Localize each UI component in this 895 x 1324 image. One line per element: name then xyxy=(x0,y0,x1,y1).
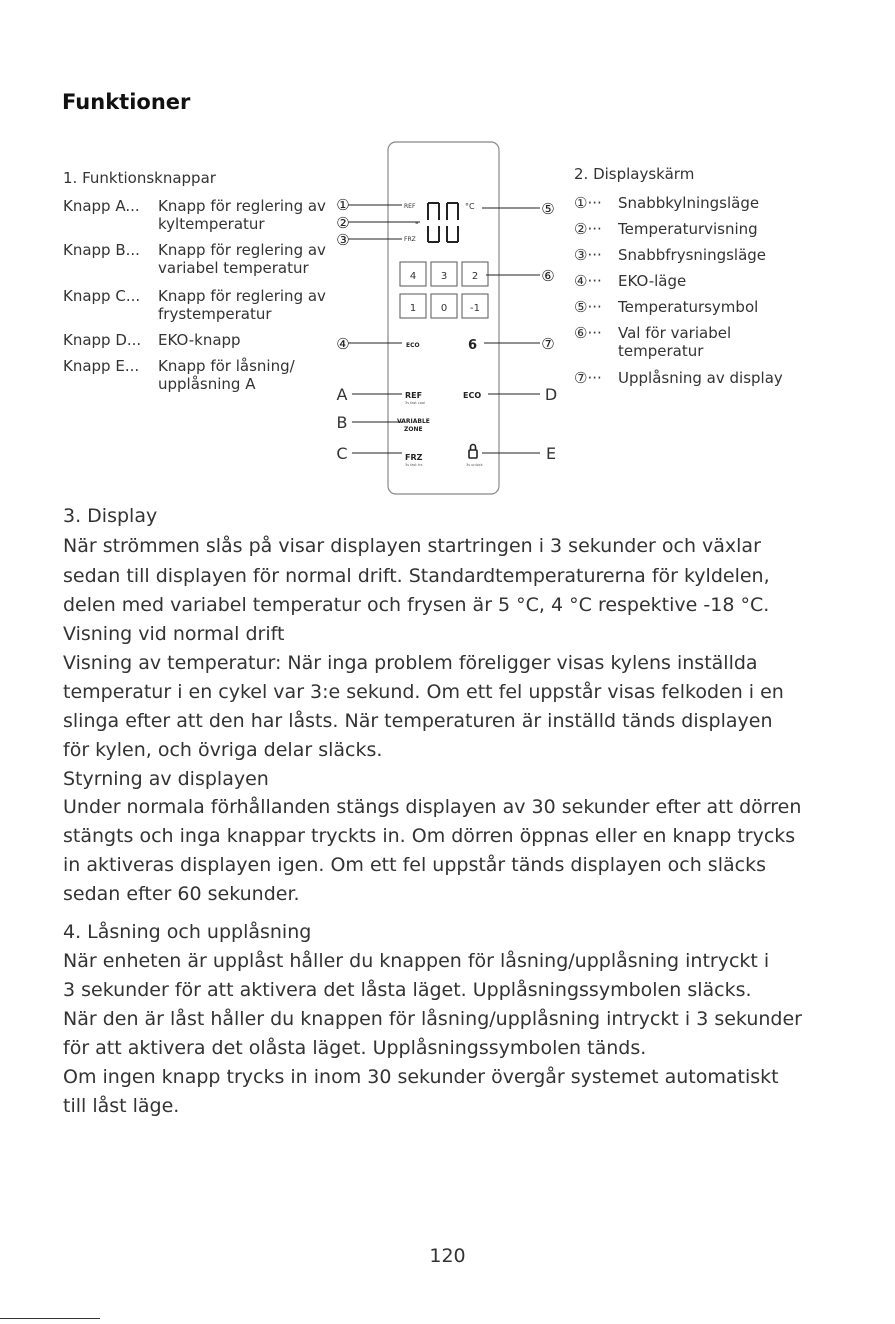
section4-line-2: 3 sekunder för att aktivera det låsta läget. Upplåsningssymbolen släcks. xyxy=(63,979,752,1001)
legend-5-text: Temperatursymbol xyxy=(618,298,759,316)
minus-sign-icon: - xyxy=(415,218,419,229)
section4-line-5: Om ingen knapp trycks in inom 30 sekunder övergår systemet automatiskt xyxy=(63,1066,779,1088)
callout-1: ① xyxy=(336,196,350,214)
page-number: 120 xyxy=(429,1245,466,1267)
section2-title: 2. Displayskärm xyxy=(574,165,695,183)
section3-line-7: slinga efter att den har låsts. När temperaturen är inställd tänds displayen xyxy=(63,710,773,732)
legend-6-num: ⑥··· xyxy=(574,324,602,342)
legend-5-num: ⑤··· xyxy=(574,298,602,316)
ref-button[interactable]: REF xyxy=(405,391,423,400)
variable-label-2: 2 xyxy=(471,271,479,282)
letter-d: D xyxy=(544,385,558,404)
letter-e: E xyxy=(545,444,557,463)
section4-line-4: för att aktivera det olåsta läget. Upplåsningssymbolen tänds. xyxy=(63,1037,647,1059)
section4-heading: 4. Låsning och upplåsning xyxy=(63,921,312,943)
variable-zone-button-line2[interactable]: ZONE xyxy=(404,426,423,433)
legend-3-text: Snabbfrysningsläge xyxy=(618,246,767,264)
legend-1-num: ①··· xyxy=(574,194,602,212)
section3-line-6: temperatur i en cykel var 3:e sekund. Om ett fel uppstår visas felkoden i en xyxy=(63,681,784,703)
callout-7: ⑦ xyxy=(541,335,555,353)
legend-4-num: ④··· xyxy=(574,272,602,290)
section4-line-3: När den är låst håller du knappen för låsning/upplåsning intryckt i 3 sekunder xyxy=(63,1008,802,1030)
legend-1-text: Snabbkylningsläge xyxy=(618,194,760,212)
legend-2-num: ②··· xyxy=(574,220,602,238)
section4-line-1: När enheten är upplåst håller du knappen för låsning/upplåsning intryckt i xyxy=(63,950,770,972)
page-title: Funktioner xyxy=(62,90,191,114)
button-c-key: Knapp C... xyxy=(63,287,141,305)
button-e-key: Knapp E... xyxy=(63,357,140,375)
button-c-desc-line1: Knapp för reglering av xyxy=(158,287,326,305)
button-a-desc-line2: kyltemperatur xyxy=(158,215,265,233)
section3-line-11: stängts och inga knappar tryckts in. Om dörren öppnas eller en knapp trycks xyxy=(63,825,796,847)
variable-label-3: 3 xyxy=(440,271,448,282)
button-d-desc-line1: EKO-knapp xyxy=(158,331,241,349)
section3-line-10: Under normala förhållanden stängs displayen av 30 sekunder efter att dörren xyxy=(63,796,802,818)
callout-2: ② xyxy=(336,214,350,232)
letter-c: C xyxy=(336,444,348,463)
variable-zone-button-line1[interactable]: VARIABLE xyxy=(397,418,430,425)
degree-symbol: °C xyxy=(465,202,475,211)
callout-6: ⑥ xyxy=(541,267,555,285)
section4-line-6: till låst läge. xyxy=(63,1095,180,1117)
legend-7-text: Upplåsning av display xyxy=(618,369,783,387)
button-c-desc-line2: frystemperatur xyxy=(158,305,272,323)
legend-2-text: Temperaturvisning xyxy=(618,220,758,238)
legend-6-text: Val för variabel xyxy=(618,324,732,342)
section3-heading: 3. Display xyxy=(63,505,158,527)
callout-5: ⑤ xyxy=(541,200,555,218)
callout-4: ④ xyxy=(336,335,350,353)
section3-subheading-control: Styrning av displayen xyxy=(63,768,269,790)
section3-line-3: delen med variabel temperatur och frysen är 5 °C, 4 °C respektive -18 °C. xyxy=(63,594,770,616)
button-b-desc-line1: Knapp för reglering av xyxy=(158,241,326,259)
legend-7-num: ⑦··· xyxy=(574,369,602,387)
variable-label-4: 4 xyxy=(409,271,417,282)
section3-line-2: sedan till displayen för normal drift. Standardtemperaturerna för kyldelen, xyxy=(63,565,770,587)
ref-button-sub: 3s fast cool xyxy=(405,401,426,405)
button-a-key: Knapp A... xyxy=(63,197,140,215)
footer-rule xyxy=(0,1318,100,1319)
variable-label-1: 1 xyxy=(409,303,417,314)
lock-button-sub: 3s unlock xyxy=(466,463,483,467)
section3-line-1: När strömmen slås på visar displayen startringen i 3 sekunder och växlar xyxy=(63,535,761,557)
button-d-key: Knapp D... xyxy=(63,331,142,349)
frz-indicator: FRZ xyxy=(404,236,416,243)
button-b-desc-line2: variabel temperatur xyxy=(158,259,309,277)
letter-a: A xyxy=(336,385,348,404)
legend-4-text: EKO-läge xyxy=(618,272,687,290)
section3-line-5: Visning av temperatur: När inga problem föreligger visas kylens inställda xyxy=(63,652,758,674)
button-a-desc-line1: Knapp för reglering av xyxy=(158,197,326,215)
section3-line-13: sedan efter 60 sekunder. xyxy=(63,883,300,905)
frz-button[interactable]: FRZ xyxy=(405,453,423,462)
section3-subheading-normal: Visning vid normal drift xyxy=(63,623,285,645)
legend-6-text-cont: temperatur xyxy=(618,342,704,360)
button-b-key: Knapp B... xyxy=(63,241,140,259)
control-panel-diagram xyxy=(0,0,895,520)
eco-indicator: ECO xyxy=(406,342,420,349)
button-e-desc-line1: Knapp för låsning/ xyxy=(158,357,295,375)
frz-button-sub: 3s fast frz. xyxy=(405,463,424,467)
letter-b: B xyxy=(336,413,348,432)
section3-line-8: för kylen, och övriga delar släcks. xyxy=(63,739,383,761)
unlock-symbol-icon: 6 xyxy=(468,338,478,353)
section3-line-12: in aktiveras displayen igen. Om ett fel uppstår tänds displayen och släcks xyxy=(63,854,766,876)
button-e-desc-line2: upplåsning A xyxy=(158,375,256,393)
callout-3: ③ xyxy=(336,231,350,249)
variable-label-minus1: -1 xyxy=(470,303,480,314)
legend-3-num: ③··· xyxy=(574,246,602,264)
variable-label-0: 0 xyxy=(440,303,448,314)
section1-title: 1. Funktionsknappar xyxy=(63,169,216,187)
eco-button[interactable]: ECO xyxy=(463,391,482,400)
ref-indicator: REF xyxy=(404,203,416,210)
